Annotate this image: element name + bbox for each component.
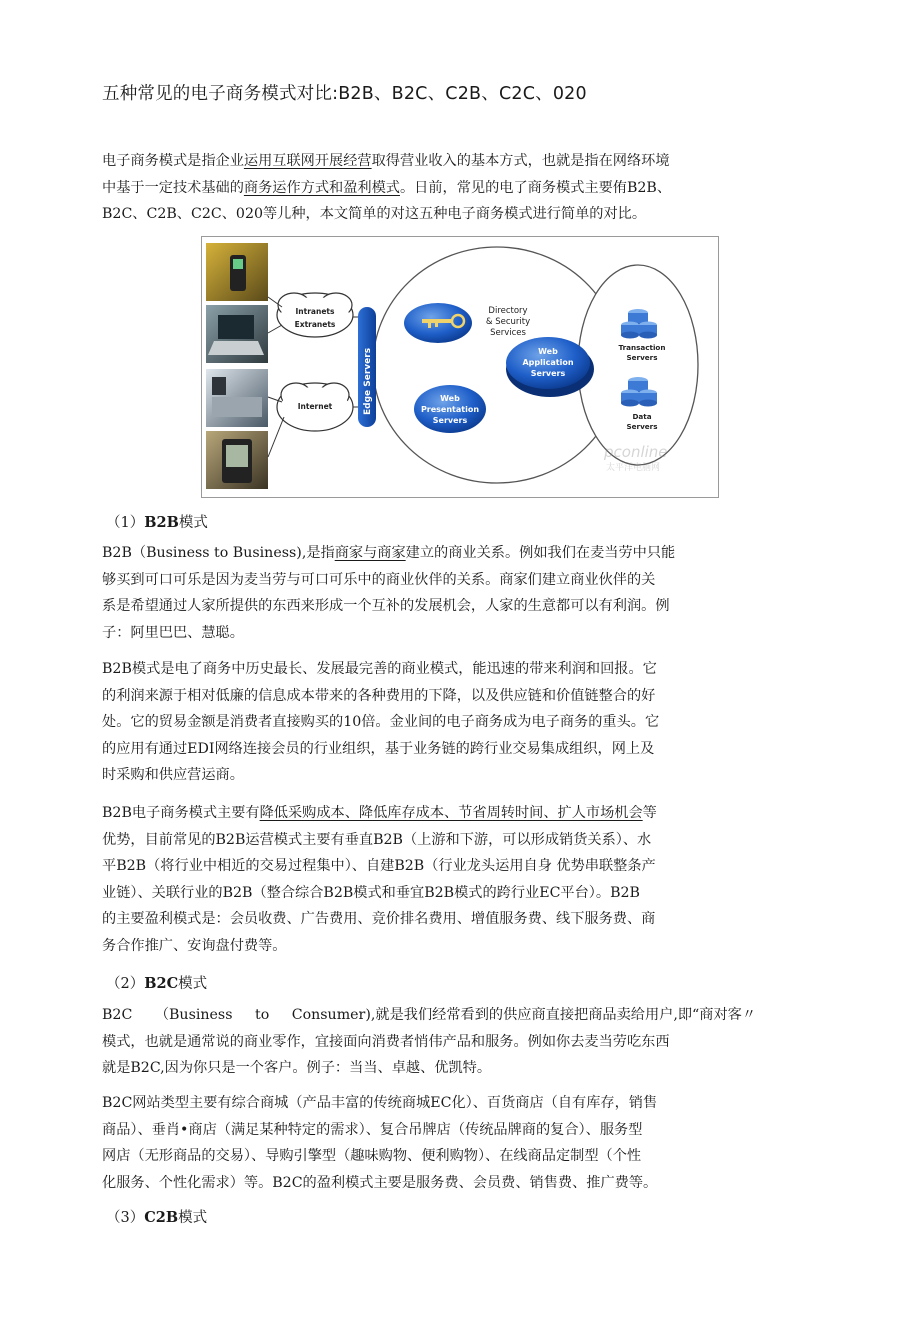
directory-label-3: Services <box>490 328 526 338</box>
heading-bold: B2B <box>144 514 179 531</box>
text-line: 时采购和供应营运商。 <box>102 767 244 783</box>
text-line: 化服务、个性化需求）等。B2C的盈利模式主要是服务费、会员费、销售费、推广费等。 <box>102 1174 658 1191</box>
text-line: 处。它的贸易金额是消费者直接购买的10倍。金业间的电子商务成为电子商务的重头。它 <box>102 714 660 730</box>
text-line <box>102 800 790 827</box>
text-span: 等 <box>642 805 657 821</box>
intro-paragraph <box>102 148 790 228</box>
extranets-label: Extranets <box>294 320 336 329</box>
text-line: 业链）、关联行业的B2B（整合综合B2B模式和垂宜B2B模式的跨行业EC平台）。B2B <box>102 884 640 901</box>
text-span: 就是我们经常看到的供应商直接把商品卖给用户,即“商对客〃 <box>375 1007 757 1023</box>
webpres-label-2: Presentation <box>420 405 480 414</box>
edge-servers-label: Edge Servers <box>363 347 373 415</box>
transaction-label-1: Transaction <box>618 343 666 352</box>
transaction-label-2: Servers <box>626 353 658 362</box>
phone-photo <box>206 243 268 301</box>
intro-text: 取得营业收入的基本方式，也就是指在网络环境 <box>371 153 670 169</box>
web-presentation-servers-blob <box>414 385 486 433</box>
webapp-label-1: Web <box>538 347 558 356</box>
text-line <box>102 540 790 567</box>
webapp-label-2: Application <box>522 358 574 367</box>
text-line: 的主要盈利模式是：会员收费、广告费用、竞价排名费用、增值服务费、线下服务费、商 <box>102 911 656 927</box>
text-line: 务合作推广、安询盘付费等。 <box>102 937 287 954</box>
text-span: B2C （Business to Consumer), <box>102 1007 376 1023</box>
data-label-2: Servers <box>626 422 658 431</box>
webpres-label-3: Servers <box>432 416 468 425</box>
underlined-text: 商家与商家 <box>334 545 406 561</box>
intro-line-1 <box>102 148 790 175</box>
section-heading-c2b <box>106 1206 207 1227</box>
heading-suffix: 模式 <box>178 515 208 531</box>
text-span: B2B（Business to Business),是指 <box>102 545 335 561</box>
architecture-diagram <box>201 236 719 498</box>
b2b-paragraph-2 <box>102 656 790 789</box>
intro-line-3: B2C、C2B、C2C、020等儿种，本文简单的对这五种电子商务模式进行简单的对比。 <box>102 206 647 222</box>
watermark-subtitle: 太平洋电脑网 <box>606 463 661 473</box>
text-line: 优势，目前常见的B2B运营模式主要有垂直B2B（上游和下游，可以形成销货关系）、水 <box>102 831 652 848</box>
internet-cloud <box>277 383 353 431</box>
pconline-watermark <box>603 443 668 473</box>
heading-bold: C2B <box>144 1209 179 1226</box>
section-heading-b2b <box>106 511 208 532</box>
b2c-paragraph-2 <box>102 1090 790 1196</box>
text-line: 子：阿里巴巴、慧聪。 <box>102 624 244 641</box>
text-line: 商品）、垂肖•商店（满足某种特定的需求）、复合吊牌店（传统品牌商的复合）、服务型 <box>102 1121 643 1138</box>
intro-text: 中基于一定技术基础的 <box>102 179 244 196</box>
watermark-logo: pconline <box>604 443 668 461</box>
text-span: 建立的商业关系。例如我们在麦当劳中只能 <box>405 545 676 561</box>
intro-text: 电子商务模式是指企业 <box>102 153 244 169</box>
text-line: 的应用有通过EDI网络连接会员的行业组织，基于业务链的跨行业交易集成组织，网上及 <box>102 740 655 757</box>
underlined-text: 降低采购成本、降低库存成本、节省周转时间、扩人市场机会 <box>259 805 643 821</box>
text-line <box>102 1002 790 1029</box>
heading-number: （2） <box>106 976 145 992</box>
text-line: 的利润来源于相对低廉的信息成本带来的各种费用的下降，以及供应链和价值链整合的好 <box>102 687 656 704</box>
webapp-label-3: Servers <box>530 369 566 378</box>
intranets-label: Intranets <box>295 307 335 316</box>
intro-underline-1: 运用互联网开展经营 <box>243 153 372 169</box>
section-heading-b2c <box>106 972 207 993</box>
directory-label-1: Directory <box>488 306 528 316</box>
directory-label-2: & Security <box>485 317 531 327</box>
text-line: 系是希望通过人家所提供的东西来形成一个互补的发展机会，人家的生意都可以有利润。例 <box>102 598 670 614</box>
data-label-1: Data <box>632 412 652 421</box>
text-span: B2B电子商务模式主要有 <box>102 805 260 821</box>
intro-text: 。日前，常见的电了商务模式主要侑B2B、 <box>399 179 672 196</box>
heading-number: （3） <box>106 1210 145 1226</box>
text-line: 就是B2C,因为你只是一个客户。例子：当当、卓越、优凯特。 <box>102 1060 492 1076</box>
heading-suffix: 模式 <box>178 1210 208 1226</box>
pda-photo <box>206 431 268 489</box>
heading-bold: B2C <box>144 975 179 992</box>
keyboard-photo <box>206 369 268 427</box>
webpres-label-1: Web <box>440 394 460 403</box>
heading-number: （1） <box>106 515 145 531</box>
page-title: 五种常见的电子商务模式对比:B2B、B2C、C2B、C2C、020 <box>102 84 587 104</box>
intro-underline-2: 商务运作方式和盈利模式 <box>243 179 400 196</box>
b2b-paragraph-3 <box>102 800 790 959</box>
b2c-paragraph-1 <box>102 1002 790 1082</box>
text-line: B2B模式是电了商务中历史最长、发展最完善的商业模式，能迅速的带来利润和回报。它 <box>102 661 657 677</box>
intro-line-2 <box>102 175 790 202</box>
text-line: B2C网站类型主要有综合商城（产品丰富的传统商城EC化）、百货商店（自有库存，销售 <box>102 1095 658 1111</box>
edge-servers-bar <box>358 307 376 427</box>
text-line: 模式，也就是通常说的商业零作，宜接面向消费者悄伟产品和服务。例如你去麦当劳吃东西 <box>102 1033 670 1050</box>
b2b-paragraph-1 <box>102 540 790 646</box>
intranet-cloud <box>277 293 353 337</box>
internet-label: Internet <box>297 402 333 411</box>
text-line: 平B2B（将行业中相近的交易过程集中）、自建B2B（行业龙头运用自身 优势串联整条产 <box>102 858 656 874</box>
text-line: 够买到可口可乐是因为麦当劳与可口可乐中的商业伙伴的关系。商家们建立商业伙伴的关 <box>102 571 656 588</box>
laptop-photo <box>206 305 268 363</box>
text-line: 网店（无形商品的交易）、导购引擎型（趣味购物、便利购物）、在线商品定制型（个性 <box>102 1148 642 1164</box>
heading-suffix: 模式 <box>178 976 208 992</box>
